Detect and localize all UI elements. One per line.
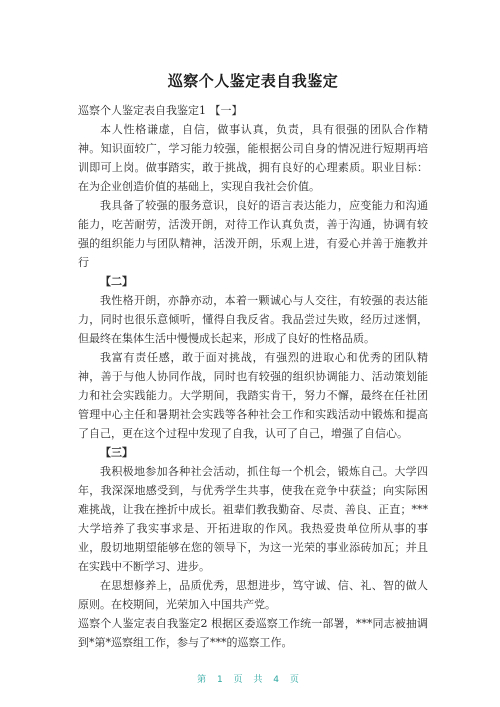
paragraph-1: 本人性格谦虚，自信，做事认真，负责，具有很强的团队合作精神。知识面较广，学习能力较强，能根据公司自身的情况进行短期再培训即可上岗。做事踏实，敢于挑战，拥有良好的心理素质。职业目标：在为企业创造价值的基础上，实现自我社会价值。: [78, 123, 428, 193]
paragraph-6: 在思想修养上，品质优秀，思想进步，笃守诚、信、礼、智的做人原则。在校期间，光荣加入中国共产党。: [78, 579, 428, 611]
intro-line-1: 巡察个人鉴定表自我鉴定1 【一】: [78, 104, 243, 117]
paragraph-4: 我富有责任感，敢于面对挑战，有强烈的进取心和优秀的团队精神，善于与他人协同作战，同时也有较强的组织协调能力、活动策划能力和社会实践能力。大学期间，我踏实肯干，努力不懈，最终在任社团管理中心主任和暑期社会实践等各种社会工作和实践活动中锻炼和提高了自己，更在这个过程中发现了自我，认可了自己，增强了自信心。: [78, 351, 428, 440]
intro-line-2: 巡察个人鉴定表自我鉴定2 根据区委巡察工作统一部署，***同志被抽调到*第*巡察组工作，参与了***的巡察工作。: [78, 617, 428, 649]
paragraph-2: 我具备了较强的服务意识，良好的语言表达能力，应变能力和沟通能力，吃苦耐劳，活泼开朗，对待工作认真负责，善于沟通，协调有较强的组织能力与团队精神，活泼开朗，乐观上进，有爱心并善于施教并行: [78, 199, 428, 269]
section-heading-2: 【二】: [100, 275, 133, 288]
paragraph-3: 我性格开朗，亦静亦动，本着一颗诚心与人交往，有较强的表达能力，同时也很乐意倾听，懂得自我反省。我品尝过失败，经历过迷惘，但最终在集体生活中慢慢成长起来，形成了良好的性格品质。: [78, 294, 428, 345]
document-title: 巡察个人鉴定表自我鉴定: [167, 72, 339, 90]
section-heading-3: 【三】: [100, 446, 133, 459]
paragraph-5: 我积极地参加各种社会活动，抓住每一个机会，锻炼自己。大学四年，我深深地感受到，与优秀学生共事，使我在竞争中获益；向实际困难挑战，让我在挫折中成长。祖辈们教我勤奋、尽责、善良、正直；***大学培养了我实事求是、开拓进取的作风。我热爱贵单位所从事的事业，殷切地期望能够在您的领导下，为这一光荣的事业添砖加瓦；并且在实践中不断学习、进步。: [78, 465, 428, 573]
page-footer: 第 1 页 共 4 页: [197, 675, 303, 685]
